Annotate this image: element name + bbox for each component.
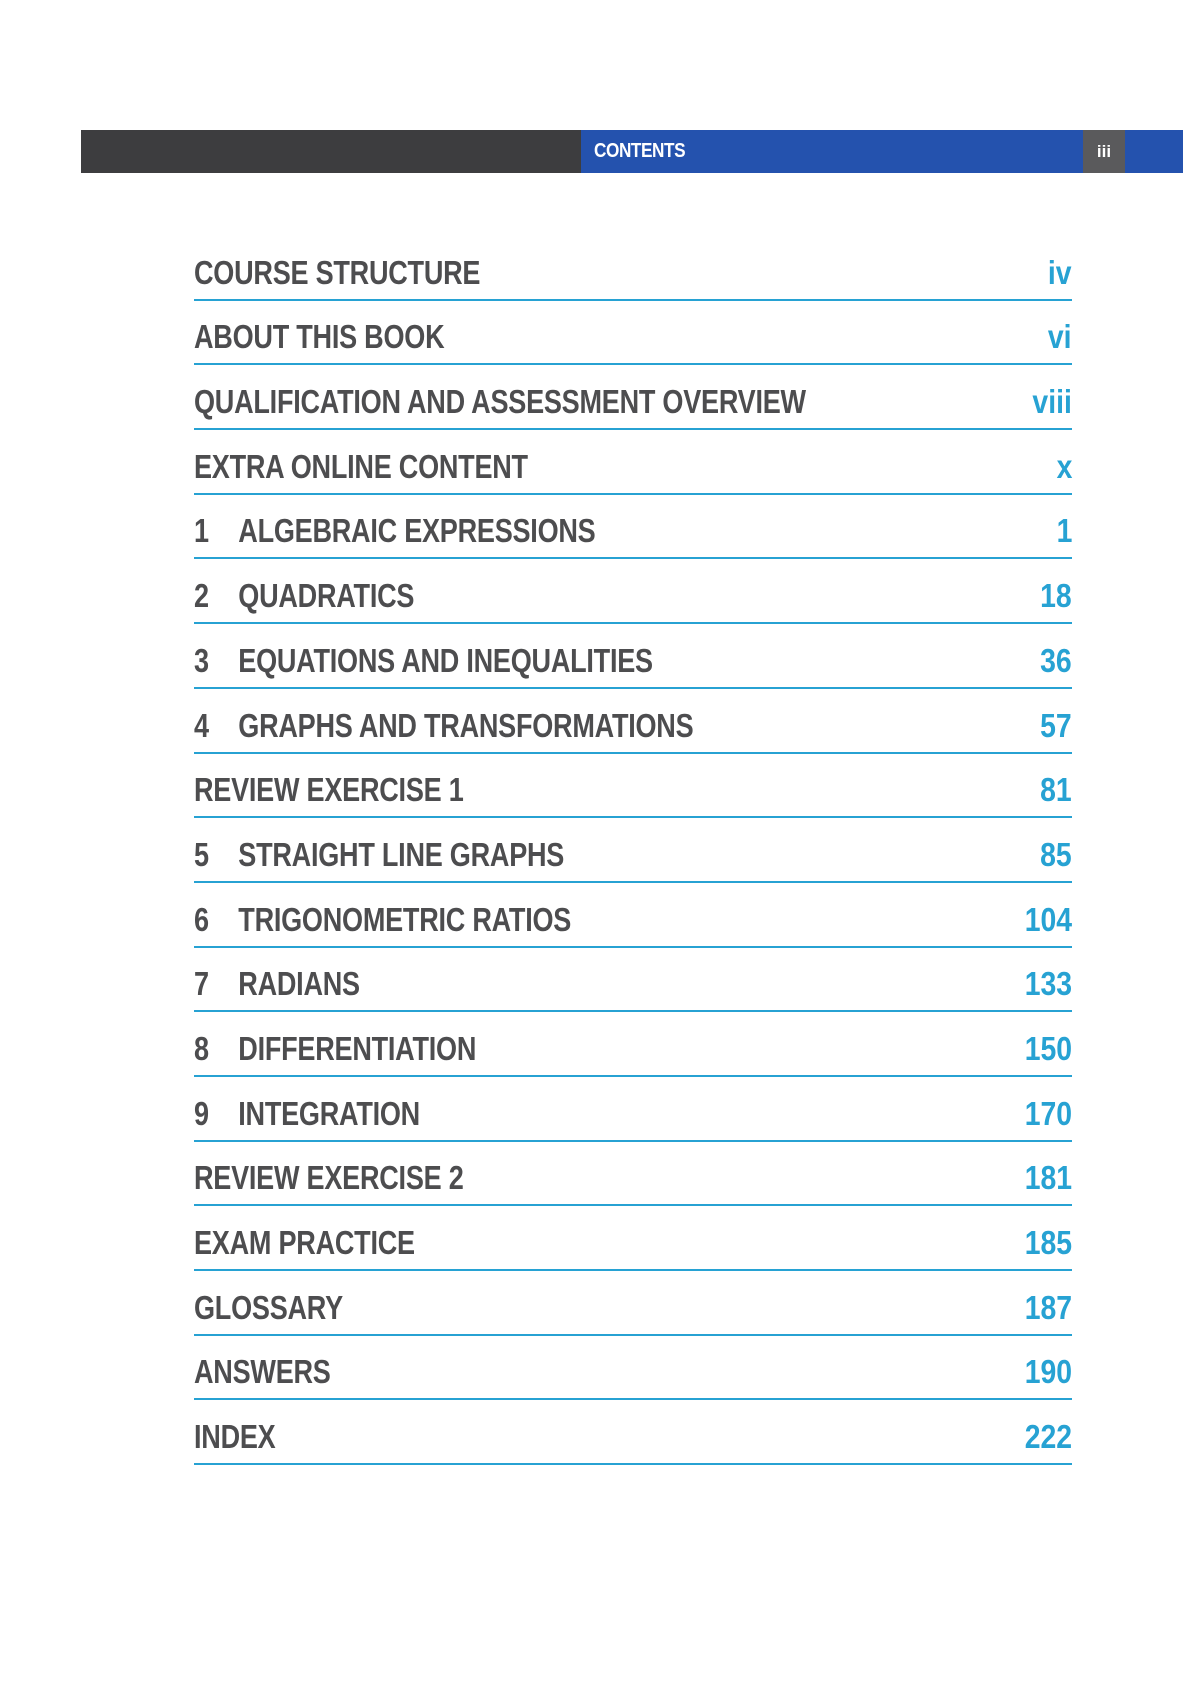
toc-entry[interactable] <box>194 365 1072 430</box>
chapter-number: 3 <box>194 641 209 679</box>
toc-entry-page: 150 <box>1024 1029 1072 1067</box>
toc-entry[interactable] <box>194 948 1072 1013</box>
toc-entry-label <box>194 253 481 291</box>
header-title: CONTENTS <box>594 140 686 162</box>
toc-entry-label <box>194 1029 477 1067</box>
toc-entry[interactable] <box>194 236 1072 301</box>
chapter-number: 5 <box>194 835 209 873</box>
header-blue-band <box>581 130 1183 173</box>
chapter-number: 6 <box>194 900 209 938</box>
toc-entry-label <box>194 1094 420 1132</box>
toc-entry-title: REVIEW EXERCISE 1 <box>194 771 464 809</box>
toc-entry[interactable] <box>194 883 1072 948</box>
toc-entry-title: STRAIGHT LINE GRAPHS <box>238 835 565 873</box>
toc-entry[interactable] <box>194 624 1072 689</box>
toc-entry-label <box>194 771 464 809</box>
toc-entry[interactable] <box>194 1012 1072 1077</box>
toc-entry-page: 81 <box>1040 771 1072 809</box>
chapter-number: 8 <box>194 1029 209 1067</box>
toc-entry-title: INDEX <box>194 1418 276 1456</box>
toc-entry-page: 222 <box>1024 1418 1072 1456</box>
toc-entry-page: vi <box>1048 318 1072 356</box>
toc-entry-page: viii <box>1032 383 1072 421</box>
toc-entry-label <box>194 706 694 744</box>
toc-entry-page: 185 <box>1024 1224 1072 1261</box>
toc-entry-label <box>194 577 415 615</box>
toc-entry-page: 190 <box>1024 1353 1072 1391</box>
toc-entry-label <box>194 318 445 356</box>
toc-entry-label <box>194 900 572 938</box>
table-of-contents <box>194 236 1072 1465</box>
chapter-number: 2 <box>194 577 209 615</box>
toc-entry[interactable] <box>194 301 1072 366</box>
toc-entry[interactable] <box>194 1400 1072 1465</box>
toc-entry-page: 36 <box>1040 641 1072 679</box>
toc-entry-title: TRIGONOMETRIC RATIOS <box>238 900 572 938</box>
toc-entry-title: EXAM PRACTICE <box>194 1224 415 1261</box>
toc-entry[interactable] <box>194 754 1072 819</box>
toc-entry[interactable] <box>194 1271 1072 1336</box>
toc-entry-title: ALGEBRAIC EXPRESSIONS <box>238 512 596 550</box>
toc-entry-title: ABOUT THIS BOOK <box>194 318 445 356</box>
toc-entry-title: GLOSSARY <box>194 1288 343 1326</box>
toc-entry-title: COURSE STRUCTURE <box>194 253 481 291</box>
toc-entry-title: REVIEW EXERCISE 2 <box>194 1159 464 1197</box>
toc-entry[interactable] <box>194 430 1072 495</box>
toc-entry[interactable] <box>194 1077 1072 1142</box>
toc-entry-title: DIFFERENTIATION <box>238 1029 477 1067</box>
toc-entry-page: 85 <box>1040 835 1072 873</box>
toc-entry-page: 133 <box>1024 965 1072 1003</box>
toc-entry[interactable] <box>194 1206 1072 1271</box>
toc-entry[interactable] <box>194 1336 1072 1401</box>
toc-entry-page: iv <box>1048 253 1072 291</box>
toc-entry-title: EQUATIONS AND INEQUALITIES <box>238 641 653 679</box>
header-page-number: iii <box>1083 130 1125 173</box>
toc-entry-title: INTEGRATION <box>238 1094 420 1132</box>
toc-entry-title: ANSWERS <box>194 1353 331 1391</box>
toc-entry-page: 1 <box>1056 512 1072 550</box>
toc-entry[interactable] <box>194 689 1072 754</box>
toc-entry-label <box>194 512 596 550</box>
toc-entry-label <box>194 965 360 1003</box>
toc-entry-page: 170 <box>1024 1094 1072 1132</box>
toc-entry-page: 57 <box>1040 706 1072 744</box>
toc-entry-title: QUADRATICS <box>238 577 415 615</box>
toc-entry-title: GRAPHS AND TRANSFORMATIONS <box>238 706 694 744</box>
toc-entry-label <box>194 1353 331 1391</box>
chapter-number: 7 <box>194 965 209 1003</box>
toc-entry[interactable] <box>194 818 1072 883</box>
toc-entry-title: EXTRA ONLINE CONTENT <box>194 447 528 485</box>
toc-entry-label <box>194 1288 343 1326</box>
toc-entry[interactable] <box>194 1142 1072 1207</box>
toc-entry-label <box>194 383 806 421</box>
toc-entry-page: 181 <box>1024 1159 1072 1197</box>
toc-entry-label <box>194 1418 276 1456</box>
toc-entry-label <box>194 1226 415 1259</box>
running-header <box>81 130 1183 173</box>
toc-entry-label <box>194 835 565 873</box>
toc-entry-page: 18 <box>1040 577 1072 615</box>
toc-entry[interactable] <box>194 559 1072 624</box>
toc-entry-page: x <box>1056 447 1072 485</box>
toc-entry-label <box>194 641 653 679</box>
toc-entry-label <box>194 1159 464 1197</box>
toc-entry-title: RADIANS <box>238 965 360 1003</box>
chapter-number: 1 <box>194 512 209 550</box>
chapter-number: 9 <box>194 1094 209 1132</box>
chapter-number: 4 <box>194 706 209 744</box>
toc-entry-page: 187 <box>1024 1288 1072 1326</box>
toc-entry-title: QUALIFICATION AND ASSESSMENT OVERVIEW <box>194 383 806 421</box>
header-dark-band <box>81 130 581 173</box>
toc-entry[interactable] <box>194 495 1072 560</box>
toc-entry-page: 104 <box>1024 900 1072 938</box>
toc-entry-label <box>194 447 528 485</box>
